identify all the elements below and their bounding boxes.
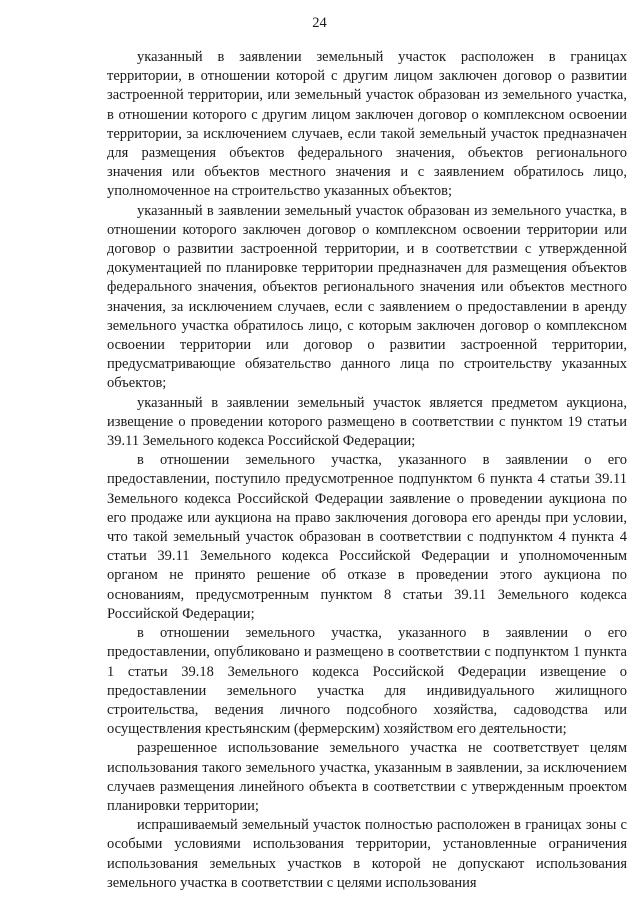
paragraph-2: указанный в заявлении земельный участок образован из земельного участка, в отношении которого заключен договор о комплексном освоении территории или договор о развитии застроенной территории, и в соответствии с утвержденной документацией по планировке территории предназначен для размещения объектов федерального значения, объектов регионального значения или объектов местного значения, за исключением случаев, если с заявлением о предоставлении в аренду земельного участка обратилось лицо, с которым заключен договор о комплексном освоении территории или договор о развитии застроенной территории, предусматривающие обязательство данного лица по строительству указанных объектов; bbox=[107, 202, 627, 392]
paragraph-1: указанный в заявлении земельный участок расположен в границах территории, в отношении которой с другим лицом заключен договор о развитии застроенной территории, или земельный участок образован из земельного участка, в отношении которого с другим лицом заключен договор о комплексном освоении территории, за исключением случаев, если такой земельный участок предназначен для размещения объектов федерального значения, объектов регионального значения или объектов местного значения и с заявлением обратилось лицо, уполномоченное на строительство указанных объектов; bbox=[107, 49, 627, 200]
document-body bbox=[107, 48, 627, 893]
paragraph-5: в отношении земельного участка, указанного в заявлении о его предоставлении, опубликовано и размещено в соответствии с подпунктом 1 пункта 1 статьи 39.18 Земельного кодекса Российской Федерации извещение о предоставлении земельного участка для индивидуального жилищного строительства, ведения личного подсобного хозяйства, садоводства или осуществления крестьянским (фермерским) хозяйством его деятельности; bbox=[107, 625, 627, 738]
paragraph-4: в отношении земельного участка, указанного в заявлении о его предоставлении, поступило предусмотренное подпунктом 6 пункта 4 статьи 39.11 Земельного кодекса Российской Федерации заявление о проведении аукциона по его продаже или аукциона на право заключения договора его аренды при условии, что такой земельный участок образован в соответствии с подпунктом 4 пункта 4 статьи 39.11 Земельного кодекса Российской Федерации и уполномоченным органом не принято решение об отказе в проведении этого аукциона по основаниям, предусмотренным пунктом 8 статьи 39.11 Земельного кодекса Российской Федерации; bbox=[107, 452, 627, 622]
paragraph-7: испрашиваемый земельный участок полностью расположен в границах зоны с особыми условиями использования территории, установленные ограничения использования земельных участков в которой не допускают использования земельного участка в соответствии с целями использования bbox=[107, 817, 627, 891]
paragraph-6: разрешенное использование земельного участка не соответствует целям использования такого земельного участка, указанным в заявлении, за исключением случаев размещения линейного объекта в соответствии с утвержденным проектом планировки территории; bbox=[107, 740, 627, 814]
paragraph-3: указанный в заявлении земельный участок является предметом аукциона, извещение о проведении которого размещено в соответствии с пунктом 19 статьи 39.11 Земельного кодекса Российской Федерации; bbox=[107, 394, 627, 450]
page-number: 24 bbox=[312, 15, 327, 31]
